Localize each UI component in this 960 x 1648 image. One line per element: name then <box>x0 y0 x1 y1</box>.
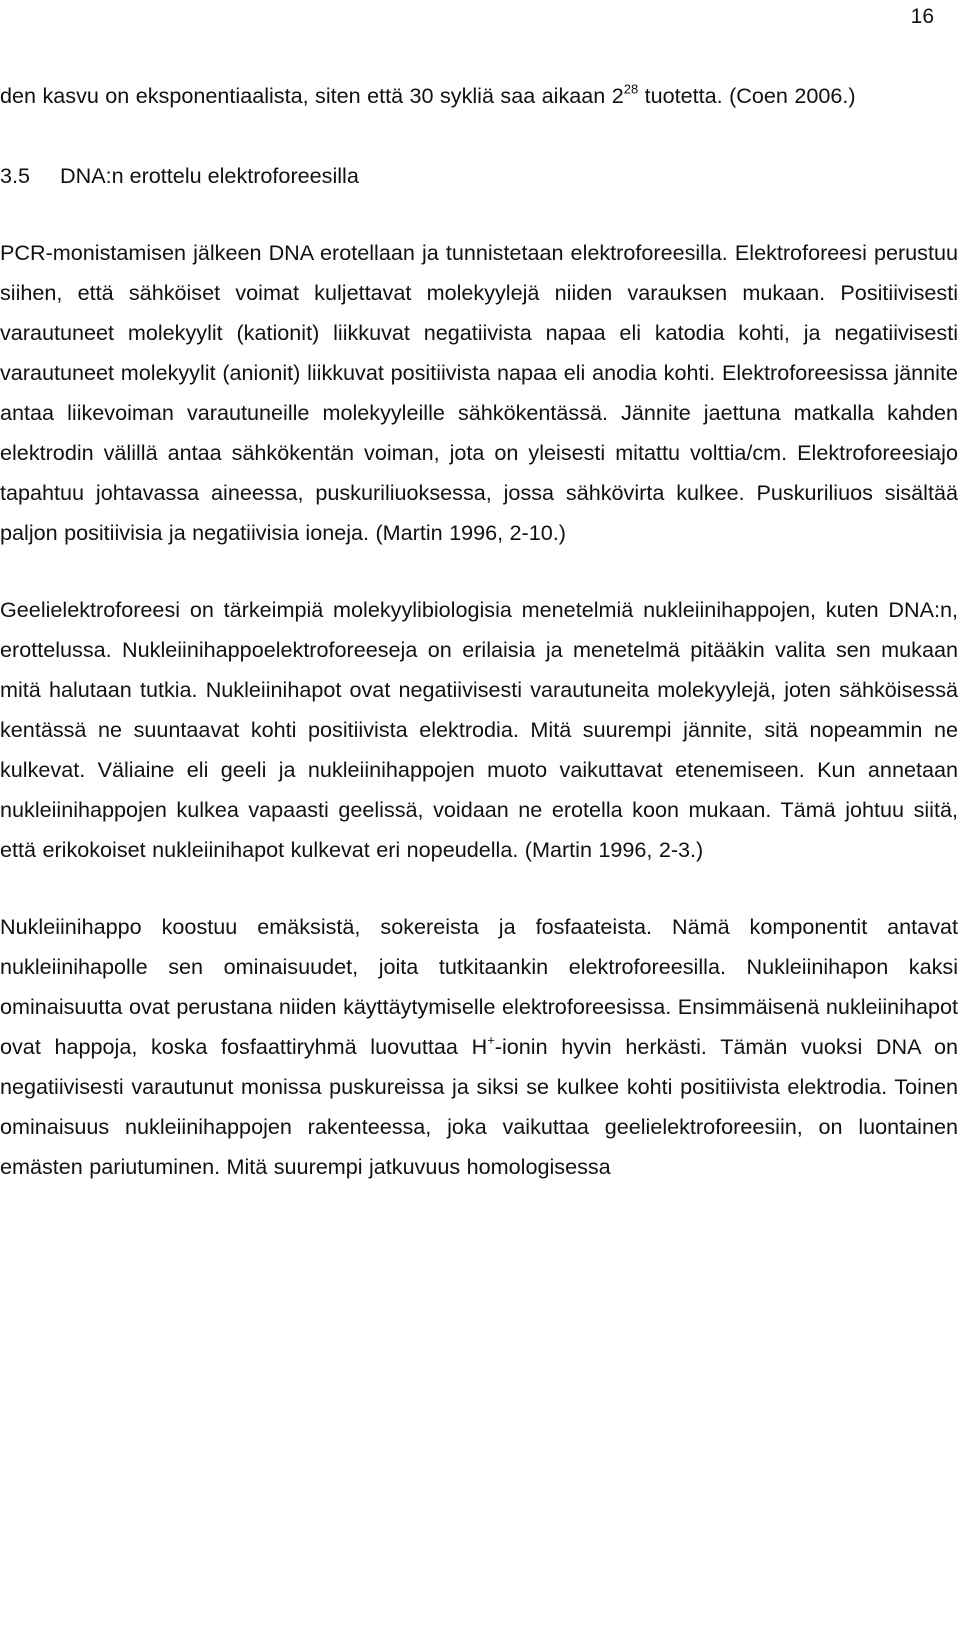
intro-text-after: tuotetta. (Coen 2006.) <box>638 83 856 108</box>
hydrogen-superscript: + <box>487 1032 495 1048</box>
section-number: 3.5 <box>0 163 31 188</box>
last-text-before: Nukleiinihappo koostuu emäksistä, sokereista ja fosfaateista. Nämä komponentit antavat nukleiinihapolle sen ominaisuudet, joita tutkitaankin elektroforeesilla. Nukleiinihapon kaksi ominaisuutta ovat perustana niiden käyttäytymiselle elektroforeesissa. Ensimmäisenä nukleiinihapot ovat happoja, koska fosfaattiryhmä luovuttaa H <box>0 914 958 1059</box>
section-title: DNA:n erottelu elektroforeesilla <box>60 163 359 188</box>
paragraph-gel-electrophoresis: Geelielektroforeesi on tärkeimpiä molekyylibiologisia menetelmiä nukleiinihappojen, kuten DNA:n, erottelussa. Nukleiinihappoelektroforeeseja on erilaisia ja menetelmä pitääkin valita sen mukaan mitä halutaan tutkia. Nukleiinihapot ovat negatiivisesti varautuneita molekyylejä, joten sähköisessä kentässä ne suuntaavat kohti positiivista elektrodia. Mitä suurempi jännite, sitä nopeammin ne kulkevat. Väliaine eli geeli ja nukleiinihappojen muoto vaikuttavat etenemiseen. Kun annetaan nukleiinihappojen kulkea vapaasti geelissä, voidaan ne erotella koon mukaan. Tämä johtuu siitä, että erikokoiset nukleiinihapot kulkevat eri nopeudella. (Martin 1996, 2-3.) <box>0 597 958 862</box>
document-body <box>0 76 958 1187</box>
section-heading <box>0 156 958 196</box>
intro-superscript: 28 <box>623 81 639 97</box>
page-number: 16 <box>910 5 934 28</box>
paragraph-nucleic-acid <box>0 907 958 1187</box>
intro-text-before: den kasvu on eksponentiaalista, siten että 30 sykliä saa aikaan 2 <box>0 83 624 108</box>
paragraph-electrophoresis: PCR-monistamisen jälkeen DNA erotellaan ja tunnistetaan elektroforeesilla. Elektroforeesi perustuu siihen, että sähköiset voimat kuljettavat molekyylejä niiden varauksen mukaan. Positiivisesti varautuneet molekyylit (kationit) liikkuvat negatiivista napaa eli katodia kohti, ja negatiivisesti varautuneet molekyylit (anionit) liikkuvat positiivista napaa eli anodia kohti. Elektroforeesissa jännite antaa liikevoiman varautuneille molekyyleille sähkökentässä. Jännite jaettuna matkalla kahden elektrodin välillä antaa sähkökentän voiman, jota on yleisesti mitattu volttia/cm. Elektroforeesiajo tapahtuu johtavassa aineessa, puskuriliuoksessa, jossa sähkövirta kulkee. Puskuriliuos sisältää paljon positiivisia ja negatiivisia ioneja. (Martin 1996, 2-10.) <box>0 240 958 545</box>
intro-paragraph <box>0 76 958 116</box>
last-text-after: -ionin hyvin herkästi. Tämän vuoksi DNA on negatiivisesti varautunut monissa puskureissa ja siksi se kulkee kohti positiivista elektrodia. Toinen ominaisuus nukleiinihappojen rakenteessa, joka vaikuttaa geelielektroforeesiin, on luontainen emästen pariutuminen. Mitä suurempi jatkuvuus homologisessa <box>0 1034 958 1179</box>
